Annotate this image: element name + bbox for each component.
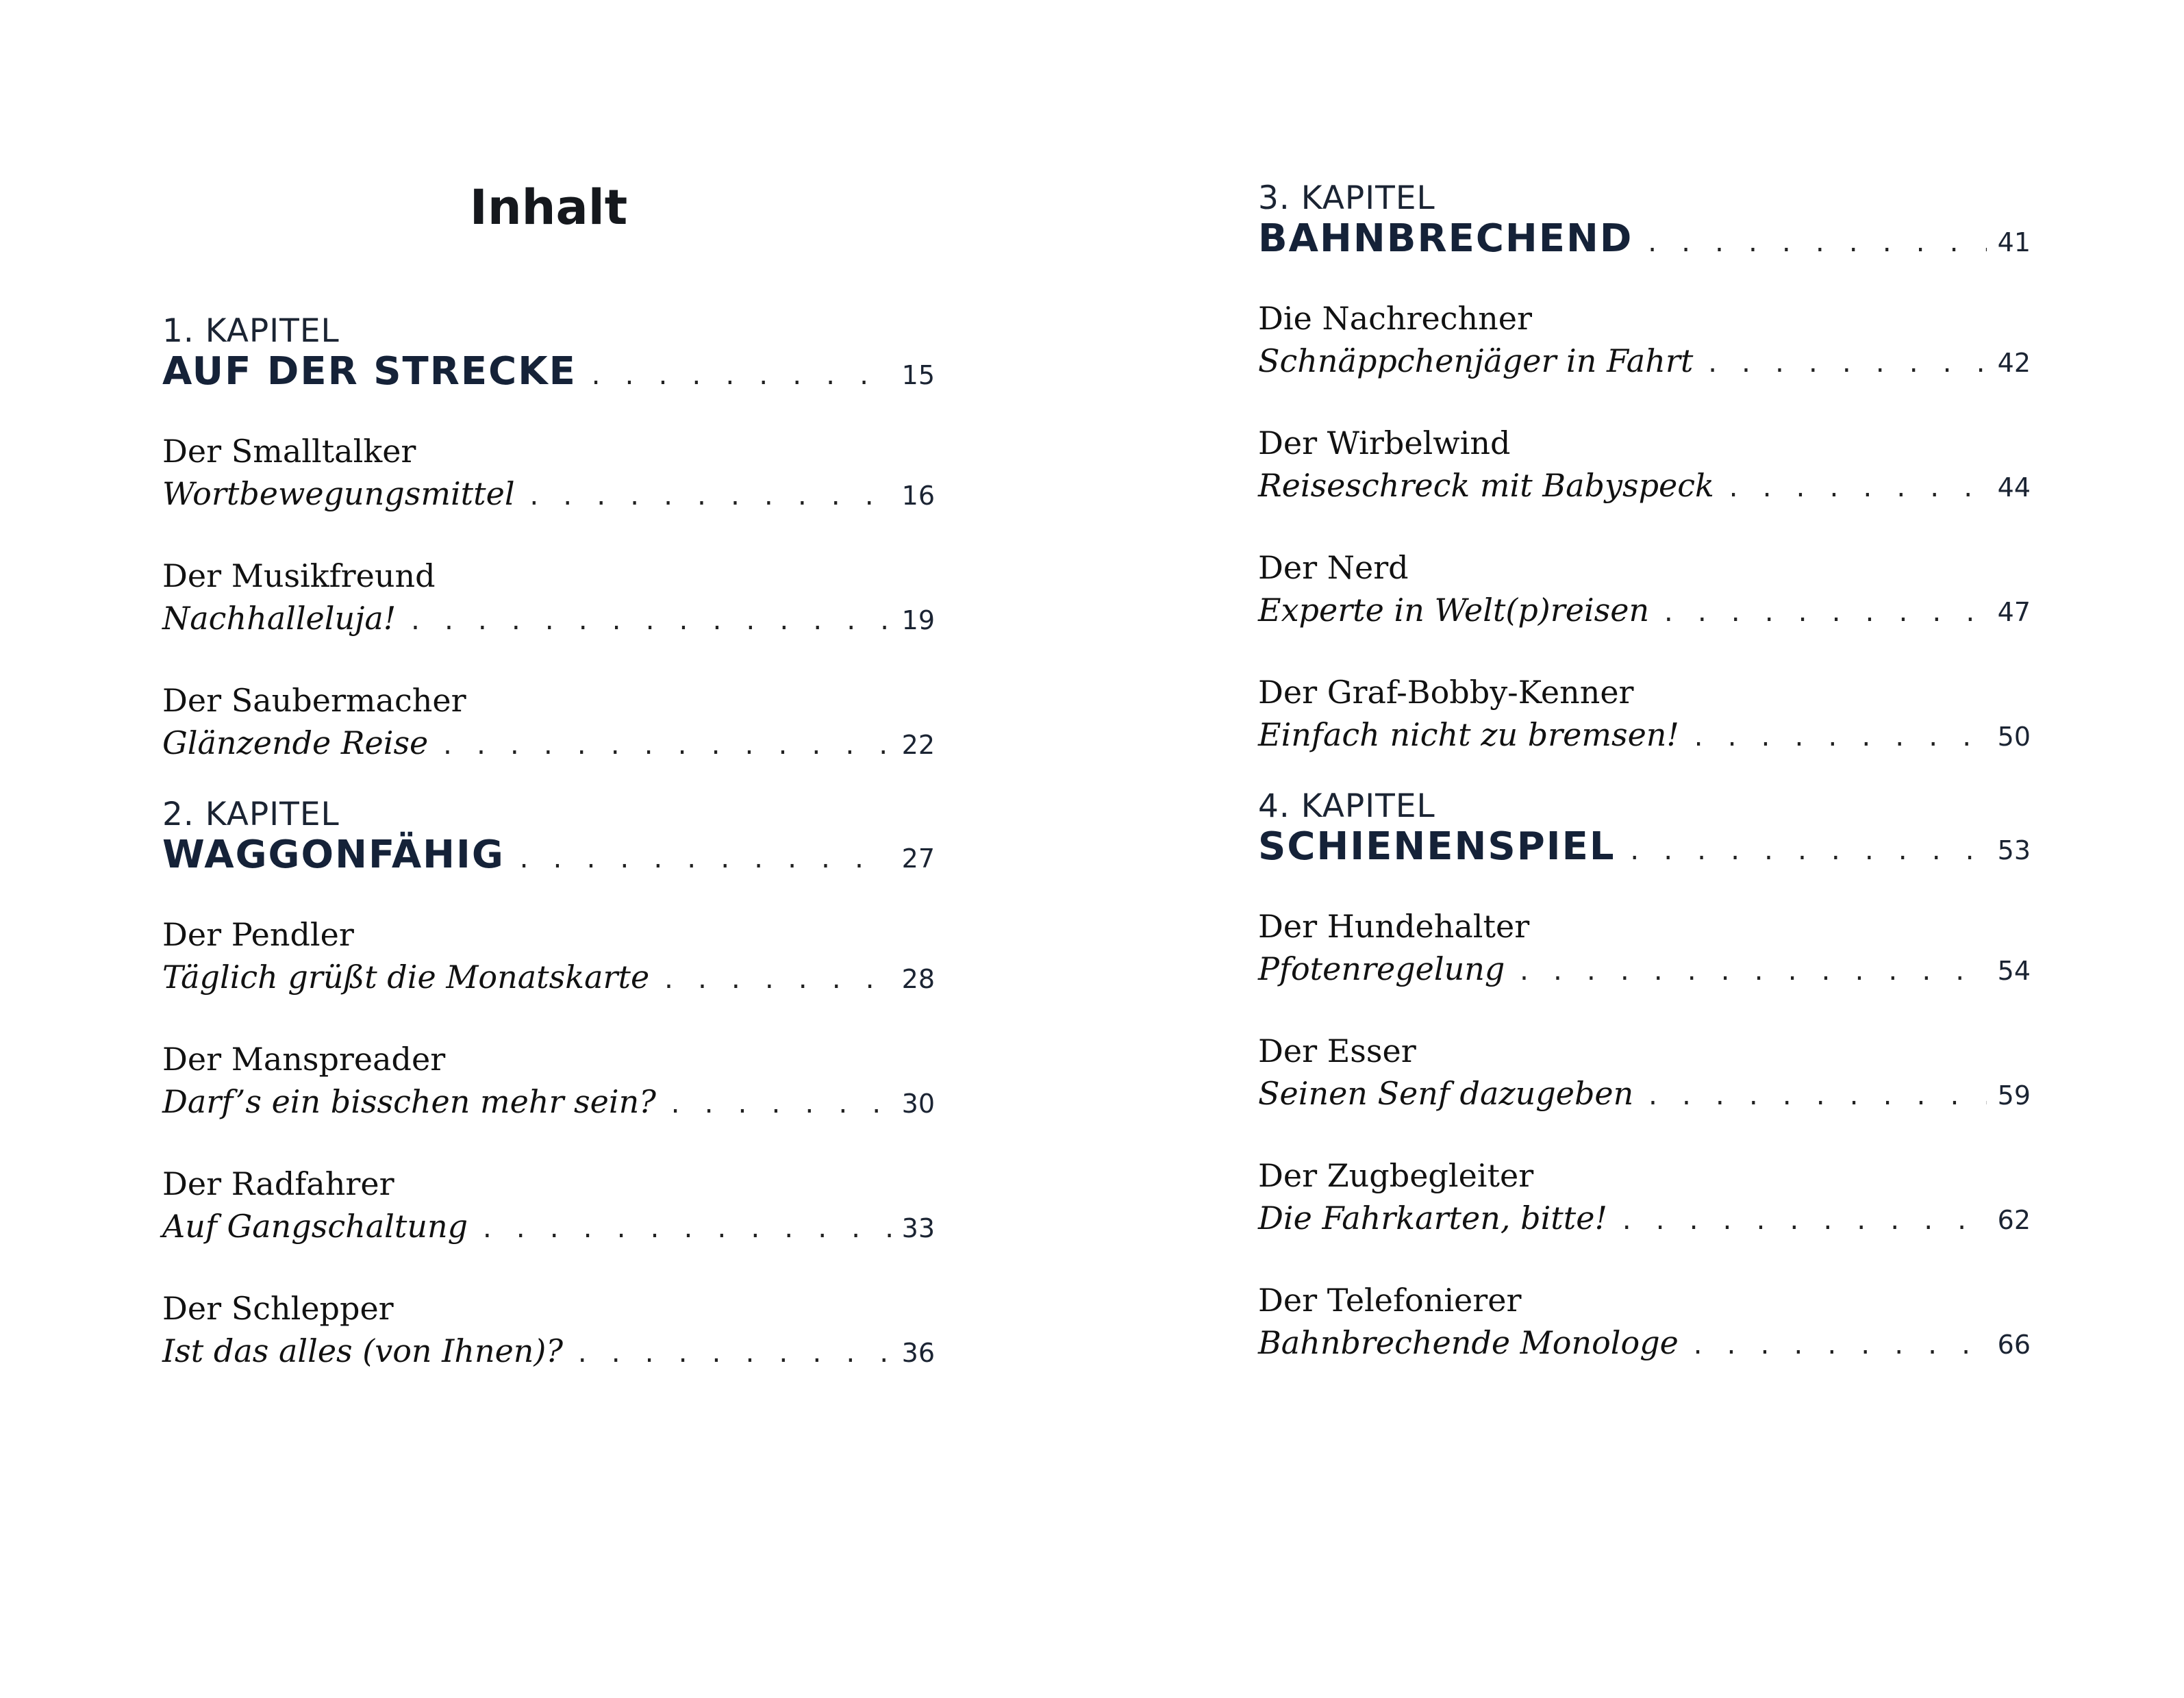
entry-line <box>162 1080 935 1123</box>
page-number: 19 <box>901 605 935 635</box>
dot-leader <box>1620 1208 1987 1235</box>
entry-line <box>1258 589 2031 631</box>
entry-line <box>1258 340 2031 382</box>
toc-entry[interactable] <box>162 1163 935 1247</box>
toc-entry[interactable] <box>1258 422 2031 507</box>
entry-line <box>162 1330 935 1372</box>
toc-entry[interactable] <box>1258 905 2031 990</box>
dot-leader <box>1661 600 1987 627</box>
entry-subtitle: Reiseschreck mit Babyspeck <box>1258 467 1714 504</box>
entry-subtitle: Einfach nicht zu bremsen! <box>1258 716 1679 753</box>
chapter-1 <box>162 314 935 394</box>
entry-subtitle: Nachhalleluja! <box>162 600 397 637</box>
dot-leader <box>1691 1332 1987 1360</box>
chapter-title: WAGGONFÄHIG <box>162 833 505 877</box>
toc-column-right <box>1258 181 2031 1364</box>
entry-line <box>1258 1197 2031 1239</box>
page-number: 50 <box>1997 722 2031 752</box>
dot-leader <box>662 967 890 994</box>
toc-entry[interactable] <box>162 555 935 639</box>
chapter-title: BAHNBRECHEND <box>1258 216 1633 261</box>
chapter-label: 4. KAPITEL <box>1258 787 1435 825</box>
entry-line <box>1258 1072 2031 1115</box>
chapter-line[interactable] <box>1258 824 2031 870</box>
toc-entry[interactable] <box>162 679 935 764</box>
page-number: 42 <box>1997 348 2031 378</box>
page-number: 33 <box>901 1213 935 1243</box>
entry-subtitle: Schnäppchenjäger in Fahrt <box>1258 342 1694 379</box>
page-number: 27 <box>901 844 935 874</box>
toc-entry[interactable] <box>1258 1030 2031 1115</box>
entry-line <box>162 1205 935 1247</box>
chapter-label: 1. KAPITEL <box>162 312 340 350</box>
dot-leader <box>1692 724 1987 752</box>
entry-subtitle: Pfotenregelung <box>1258 950 1505 987</box>
dot-leader <box>589 363 891 390</box>
entry-subtitle: Ist das alles (von Ihnen)? <box>162 1332 564 1369</box>
toc-title: Inhalt <box>469 179 628 236</box>
toc-entry[interactable] <box>162 913 935 998</box>
page-number: 54 <box>1997 956 2031 986</box>
chapter-label: 2. KAPITEL <box>162 796 340 833</box>
page-number: 47 <box>1997 597 2031 627</box>
toc-entry[interactable] <box>1258 1154 2031 1239</box>
entry-name: Der Nerd <box>1258 549 1409 586</box>
entry-subtitle: Bahnbrechende Monologe <box>1258 1324 1679 1361</box>
entry-line <box>1258 464 2031 507</box>
toc-entry[interactable] <box>1258 671 2031 756</box>
entry-name: Der Hundehalter <box>1258 908 1530 945</box>
entry-subtitle: Experte in Welt(p)reisen <box>1258 592 1650 629</box>
entry-line <box>1258 713 2031 756</box>
chapter-3 <box>1258 181 2031 262</box>
dot-leader <box>1705 351 1986 378</box>
toc-entry[interactable] <box>162 1287 935 1372</box>
entry-line <box>162 597 935 639</box>
entry-name: Der Saubermacher <box>162 682 466 719</box>
page-number: 22 <box>901 730 935 760</box>
dot-leader <box>1645 230 1986 257</box>
dot-leader <box>408 608 890 635</box>
page-number: 16 <box>901 481 935 511</box>
entry-line <box>1258 1321 2031 1364</box>
toc-column-left <box>162 314 935 1372</box>
entry-line <box>162 722 935 764</box>
toc-entry[interactable] <box>1258 297 2031 382</box>
toc-entry[interactable] <box>1258 1279 2031 1364</box>
chapter-4 <box>1258 789 2031 870</box>
page-number: 62 <box>1997 1205 2031 1235</box>
chapter-title: AUF DER STRECKE <box>162 349 577 394</box>
dot-leader <box>480 1216 891 1243</box>
entry-name: Der Graf-Bobby-Kenner <box>1258 674 1634 711</box>
page-number: 53 <box>1997 835 2031 865</box>
entry-subtitle: Glänzende Reise <box>162 724 429 761</box>
entry-subtitle: Die Fahrkarten, bitte! <box>1258 1200 1607 1237</box>
page-number: 59 <box>1997 1080 2031 1111</box>
entry-name: Der Schlepper <box>162 1290 394 1327</box>
dot-leader <box>517 846 891 874</box>
page-number: 36 <box>901 1338 935 1368</box>
entry-name: Der Wirbelwind <box>1258 424 1511 461</box>
dot-leader <box>1628 838 1987 865</box>
entry-line <box>162 472 935 515</box>
entry-subtitle: Auf Gangschaltung <box>162 1208 468 1245</box>
page-number: 28 <box>901 964 935 994</box>
entry-name: Der Zugbegleiter <box>1258 1157 1534 1194</box>
entry-name: Der Musikfreund <box>162 557 436 594</box>
chapter-label: 3. KAPITEL <box>1258 179 1435 217</box>
chapter-2 <box>162 797 935 878</box>
dot-leader <box>1517 959 1986 986</box>
dot-leader <box>1727 475 1987 503</box>
page-number: 41 <box>1997 227 2031 257</box>
dot-leader <box>440 733 890 760</box>
entry-name: Der Telefonierer <box>1258 1282 1522 1319</box>
entry-subtitle: Darf’s ein bisschen mehr sein? <box>162 1083 656 1120</box>
chapter-line[interactable] <box>162 349 935 394</box>
page-number: 66 <box>1997 1330 2031 1360</box>
entry-line <box>162 956 935 998</box>
entry-name: Die Nachrechner <box>1258 300 1532 337</box>
entry-name: Der Esser <box>1258 1032 1416 1069</box>
entry-subtitle: Wortbewegungsmittel <box>162 475 515 512</box>
chapter-title: SCHIENENSPIEL <box>1258 824 1616 869</box>
entry-name: Der Smalltalker <box>162 433 416 470</box>
entry-subtitle: Seinen Senf dazugeben <box>1258 1075 1634 1112</box>
toc-entry[interactable] <box>162 1038 935 1123</box>
page-number: 44 <box>1997 472 2031 503</box>
page-number: 15 <box>901 360 935 390</box>
entry-line <box>1258 948 2031 990</box>
right-page <box>1092 0 2184 1698</box>
chapter-line[interactable] <box>162 833 935 878</box>
dot-leader <box>575 1341 891 1368</box>
chapter-line[interactable] <box>1258 216 2031 262</box>
entry-subtitle: Täglich grüßt die Monatskarte <box>162 959 650 996</box>
dot-leader <box>527 483 891 511</box>
dot-leader <box>668 1091 891 1119</box>
entry-name: Der Manspreader <box>162 1041 446 1078</box>
toc-entry[interactable] <box>1258 546 2031 631</box>
dot-leader <box>1646 1083 1986 1111</box>
toc-entry[interactable] <box>162 430 935 515</box>
entry-name: Der Pendler <box>162 916 354 953</box>
entry-name: Der Radfahrer <box>162 1165 394 1202</box>
page-number: 30 <box>901 1089 935 1119</box>
